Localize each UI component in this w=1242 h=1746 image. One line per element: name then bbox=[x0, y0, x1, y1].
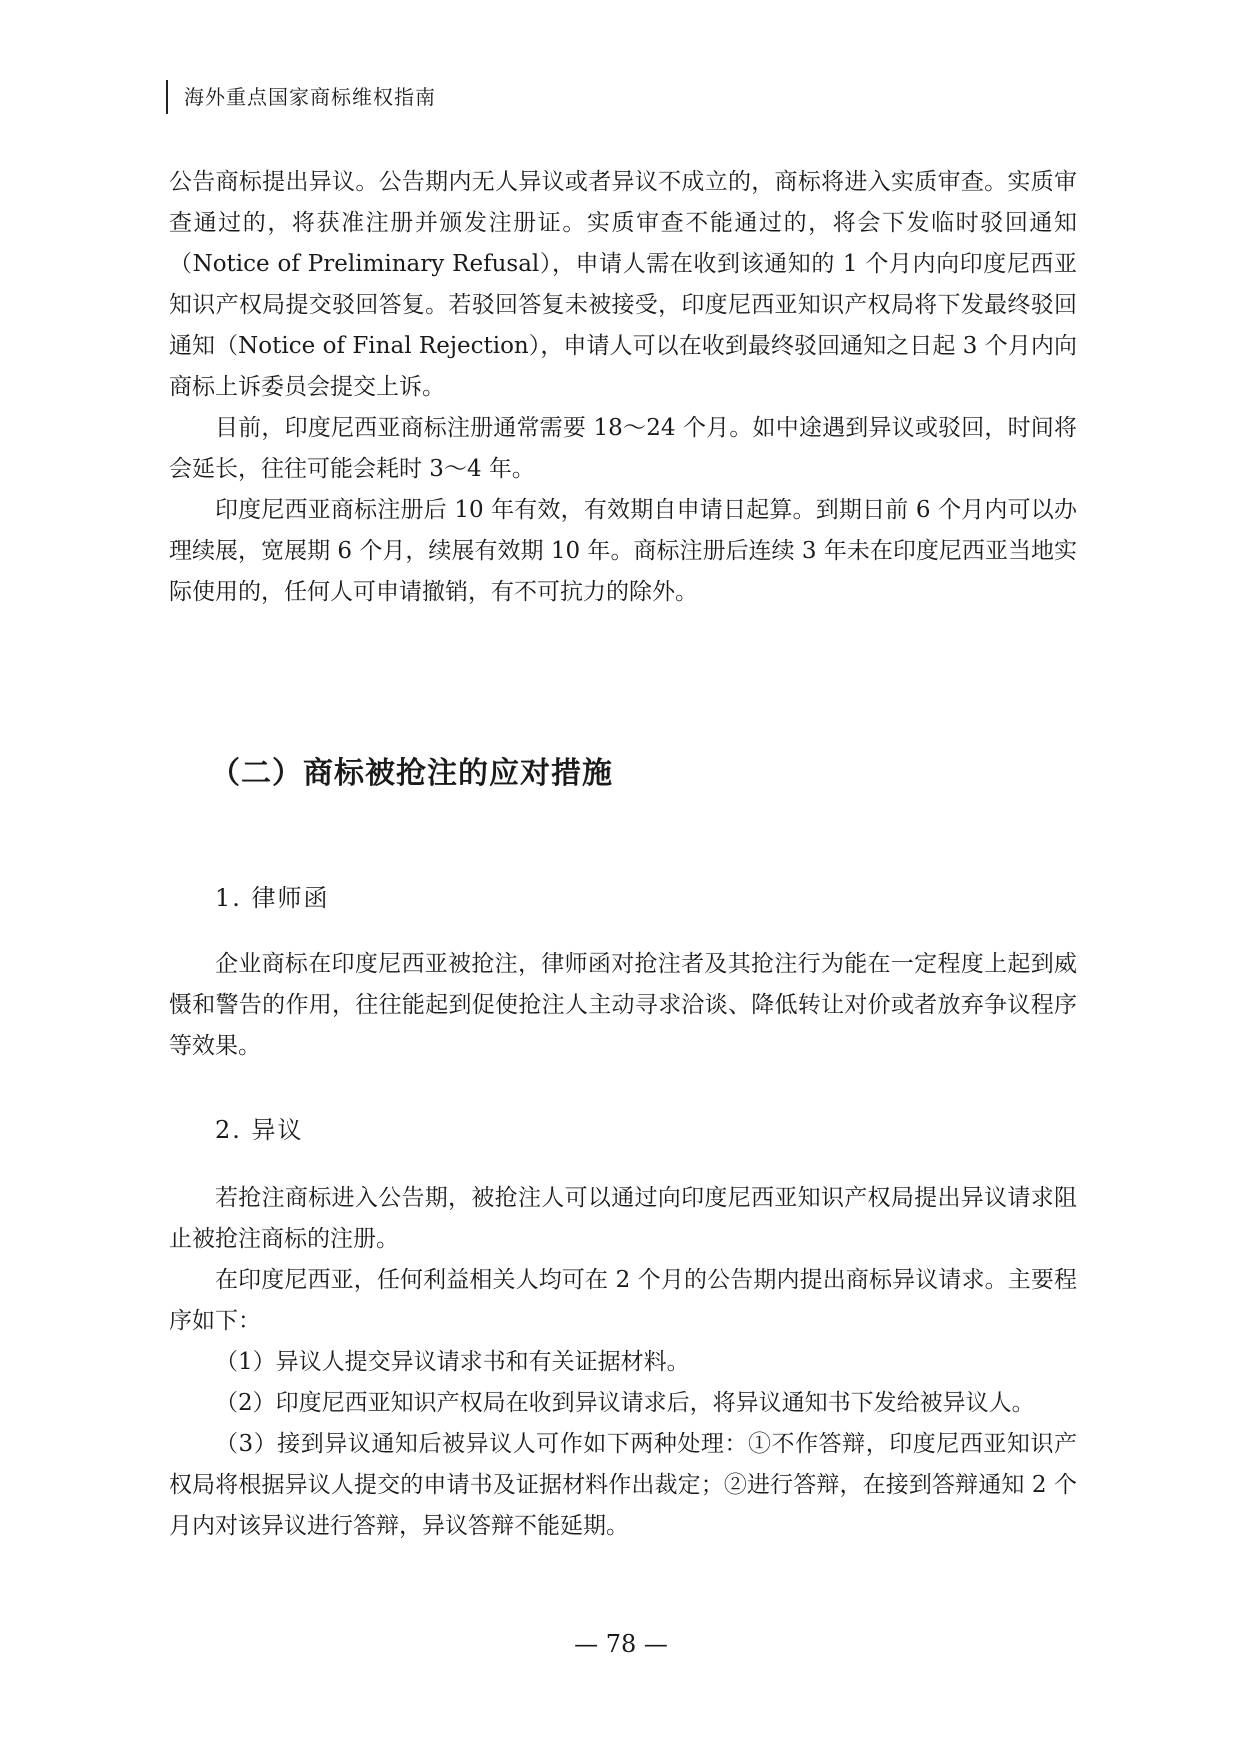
paragraph: 目前，印度尼西亚商标注册通常需要 18～24 个月。如中途遇到异议或驳回，时间将会延长，往往可能会耗时 3～4 年。 bbox=[169, 415, 1077, 482]
section-title: （二）商标被抢注的应对措施 bbox=[210, 756, 613, 791]
list-item: （2）印度尼西亚知识产权局在收到异议请求后，将异议通知书下发给被异议人。 bbox=[215, 1390, 1035, 1416]
paragraph: 若抢注商标进入公告期，被抢注人可以通过向印度尼西亚知识产权局提出异议请求阻止被抢注商标的注册。 bbox=[169, 1185, 1077, 1252]
page-number: — 78 — bbox=[574, 1630, 668, 1658]
paragraph: 企业商标在印度尼西亚被抢注，律师函对抢注者及其抢注行为能在一定程度上起到威慑和警告的作用，往往能起到促使抢注人主动寻求洽谈、降低转让对价或者放弃争议程序等效果。 bbox=[169, 951, 1077, 1059]
subsection-heading-opposition: 2. 异议 bbox=[215, 1116, 304, 1144]
opposition-text-block bbox=[169, 1178, 1077, 1547]
list-item: （3）接到异议通知后被异议人可作如下两种处理：①不作答辩，印度尼西亚知识产权局将根据异议人提交的申请书及证据材料作出裁定；②进行答辩，在接到答辩通知 2 个月内对该异议进行答辩，异议答辩不能延期。 bbox=[169, 1431, 1077, 1539]
lawyer-letter-text-block bbox=[169, 944, 1077, 1067]
intro-text-block bbox=[169, 162, 1077, 613]
paragraph: 公告商标提出异议。公告期内无人异议或者异议不成立的，商标将进入实质审查。实质审查通过的，将获准注册并颁发注册证。实质审查不能通过的，将会下发临时驳回通知（Notice of Preliminary Refusal），申请人需在收到该通知的 1 个月内向印度尼西亚知识产权局提交驳回答复。若驳回答复未被接受，印度尼西亚知识产权局将下发最终驳回通知（Notice of Final Rejection），申请人可以在收到最终驳回通知之日起 3 个月内向商标上诉委员会提交上诉。 bbox=[169, 169, 1077, 400]
running-head: 海外重点国家商标维权指南 bbox=[166, 80, 436, 114]
paragraph: 印度尼西亚商标注册后 10 年有效，有效期自申请日起算。到期日前 6 个月内可以办理续展，宽展期 6 个月，续展有效期 10 年。商标注册后连续 3 年未在印度尼西亚当地实际使用的，任何人可申请撤销，有不可抗力的除外。 bbox=[169, 497, 1077, 605]
paragraph: 在印度尼西亚，任何利益相关人均可在 2 个月的公告期内提出商标异议请求。主要程序如下： bbox=[169, 1267, 1077, 1334]
subsection-heading-lawyer-letter: 1. 律师函 bbox=[215, 884, 330, 912]
list-item: （1）异议人提交异议请求书和有关证据材料。 bbox=[215, 1349, 690, 1375]
